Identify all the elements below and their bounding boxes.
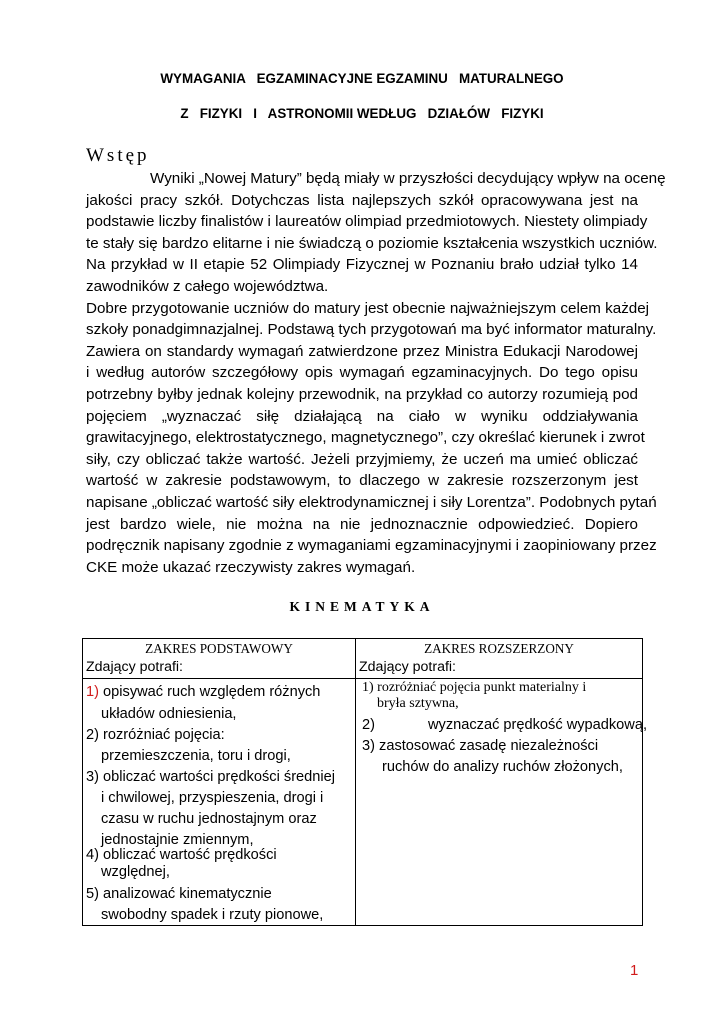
intro-line: grawitacyjnego, elektrostatycznego, magnetycznego”, czy określać kierunek i zwrot	[86, 429, 645, 447]
intro-line: jakości pracy szkół. Dotychczas lista najlepszych szkół opracowywana jest na	[86, 191, 638, 209]
intro-line: podstawie liczby finalistów i laureatów olimpiad przedmiotowych. Niestety olimpiady	[86, 213, 648, 231]
basic-item-5-cont: swobodny spadek i rzuty pionowe,	[101, 907, 324, 923]
intro-line: szkoły ponadgimnazjalnej. Podstawą tych przygotowań ma być informator maturalny.	[86, 321, 657, 339]
basic-item-3-cont: i chwilowej, przyspieszenia, drogi i	[101, 790, 324, 806]
extended-item-2-number: 2)	[362, 717, 375, 733]
intro-line: wartość w zakresie podstawowym, to dlaczego w zakresie rozszerzonym jest	[86, 472, 638, 490]
intro-line: pojęciem „wyznaczać siłę działającą na ciało w wyniku oddziaływania	[86, 407, 638, 425]
intro-line: Zawiera on standardy wymagań zatwierdzone przez Ministra Edukacji Narodowej	[86, 342, 638, 360]
document-title-line-1: WYMAGANIA EGZAMINACYJNE EGZAMINU MATURALNEGO	[160, 71, 564, 86]
basic-item-4-cont: względnej,	[101, 864, 170, 880]
basic-scope-header: ZAKRES PODSTAWOWY	[145, 641, 293, 656]
intro-line: zawodników z całego województwa.	[86, 278, 329, 295]
extended-item-3: 3) zastosować zasadę niezależności	[362, 738, 599, 754]
intro-heading: Wstęp	[86, 145, 150, 166]
table-column-divider	[355, 639, 356, 925]
extended-scope-subheader: Zdający potrafi:	[359, 659, 456, 675]
extended-scope-header: ZAKRES ROZSZERZONY	[424, 641, 574, 656]
basic-item-3: 3) obliczać wartości prędkości średniej	[86, 769, 336, 785]
intro-line: Na przykład w II etapie 52 Olimpiady Fizycznej w Poznaniu brało udział tylko 14	[86, 256, 638, 274]
basic-item-1-cont: układów odniesienia,	[101, 706, 237, 722]
basic-item-1	[86, 684, 320, 700]
basic-item-2: 2) rozróżniać pojęcia:	[86, 727, 225, 743]
intro-line: i według autorów szczegółowy opis wymagań egzaminacyjnych. Do tego opisu	[86, 364, 638, 382]
document-title-line-2: Z FIZYKI I ASTRONOMII WEDŁUG DZIAŁÓW FIZYKI	[180, 106, 544, 121]
extended-item-2-text: wyznaczać prędkość wypadkową,	[428, 717, 648, 733]
table-header-divider	[83, 678, 642, 679]
intro-line: Wyniki „Nowej Matury” będą miały w przyszłości decydujący wpływ na ocenę	[150, 170, 666, 187]
intro-line: napisane „obliczać wartość siły elektrodynamicznej i siły Lorentza”. Podobnych pytań	[86, 494, 657, 511]
basic-item-5: 5) analizować kinematycznie	[86, 886, 272, 902]
basic-scope-subheader: Zdający potrafi:	[86, 659, 183, 675]
basic-item-4: 4) obliczać wartość prędkości	[86, 847, 277, 863]
section-heading-kinematyka: KINEMATYKA	[289, 599, 435, 614]
basic-item-2-cont: przemieszczenia, toru i drogi,	[101, 748, 291, 764]
basic-item-3-cont: czasu w ruchu jednostajnym oraz	[101, 811, 317, 827]
intro-line: CKE może ukazać rzeczywisty zakres wymagań.	[86, 558, 416, 576]
intro-line: Dobre przygotowanie uczniów do matury jest obecnie najważniejszym celem każdej	[86, 299, 650, 317]
page-number: 1	[630, 962, 639, 979]
extended-item-1: 1) rozróżniać pojęcia punkt materialny i	[362, 680, 587, 695]
intro-line: siły, czy obliczać także wartość. Jeżeli przyjmiemy, że uczeń ma umieć obliczać	[86, 450, 638, 468]
extended-item-1-cont: bryła sztywna,	[377, 696, 459, 711]
requirements-table	[82, 638, 648, 926]
intro-line: potrzebny byłby jednak kolejny przewodnik, na przykład co autorzy rozumieją pod	[86, 386, 638, 403]
basic-item-1-text: opisywać ruch względem różnych	[103, 684, 321, 700]
intro-line: jest bardzo wiele, nie można na nie jednoznacznie odpowiedzieć. Dopiero	[86, 515, 638, 533]
intro-line: podręcznik napisany zgodnie z wymaganiami egzaminacyjnymi i zaopiniowany przez	[86, 537, 657, 555]
basic-item-1-number: 1)	[86, 684, 99, 700]
basic-item-3-cont: jednostajnie zmiennym,	[101, 832, 254, 848]
intro-line: te stały się bardzo elitarne i nie świadczą o poziomie kształcenia wszystkich uczniów.	[86, 234, 658, 252]
extended-item-3-cont: ruchów do analizy ruchów złożonych,	[382, 759, 623, 775]
